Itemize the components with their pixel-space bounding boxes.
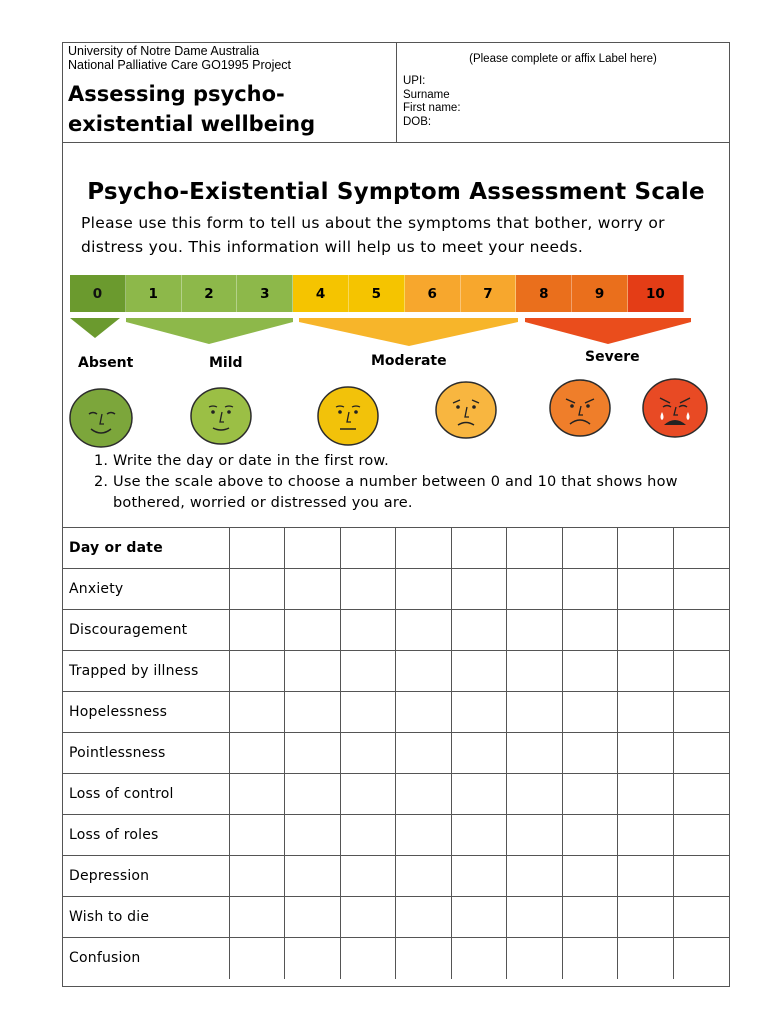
score-entry-cell[interactable] xyxy=(340,733,396,774)
date-entry-cell[interactable] xyxy=(285,528,341,569)
score-entry-cell[interactable] xyxy=(673,897,729,938)
score-entry-cell[interactable] xyxy=(673,692,729,733)
score-entry-cell[interactable] xyxy=(285,897,341,938)
header-left xyxy=(63,43,397,142)
level-severe: Severe xyxy=(585,349,640,365)
score-entry-cell[interactable] xyxy=(673,938,729,979)
score-entry-cell[interactable] xyxy=(451,856,507,897)
score-entry-cell[interactable] xyxy=(618,569,674,610)
score-entry-cell[interactable] xyxy=(673,610,729,651)
score-entry-cell[interactable] xyxy=(396,569,452,610)
score-entry-cell[interactable] xyxy=(340,692,396,733)
table-row xyxy=(63,692,729,733)
project-name: National Palliative Care GO1995 Project xyxy=(68,58,292,72)
score-entry-cell[interactable] xyxy=(618,897,674,938)
table-row xyxy=(63,815,729,856)
row-label: Trapped by illness xyxy=(63,651,229,692)
table-row xyxy=(63,651,729,692)
score-entry-cell[interactable] xyxy=(562,938,618,979)
score-entry-cell[interactable] xyxy=(229,774,285,815)
score-entry-cell[interactable] xyxy=(507,938,563,979)
table-row xyxy=(63,938,729,979)
level-mild: Mild xyxy=(209,355,243,371)
table-row xyxy=(63,774,729,815)
row-label: Loss of roles xyxy=(63,815,229,856)
instruction-item: 2. Use the scale above to choose a number between 0 and 10 that shows how bothered, worried or distressed you are. xyxy=(113,472,729,514)
row-label: Discouragement xyxy=(63,610,229,651)
score-entry-cell[interactable] xyxy=(229,938,285,979)
score-entry-cell[interactable] xyxy=(507,774,563,815)
row-label: Hopelessness xyxy=(63,692,229,733)
instructions xyxy=(91,451,729,514)
row-label: Anxiety xyxy=(63,569,229,610)
table-header-row xyxy=(63,528,729,569)
score-entry-cell[interactable] xyxy=(673,856,729,897)
upi-field[interactable]: UPI: xyxy=(403,75,426,87)
score-entry-cell[interactable] xyxy=(673,815,729,856)
score-entry-cell[interactable] xyxy=(285,938,341,979)
score-entry-cell[interactable] xyxy=(618,774,674,815)
score-entry-cell[interactable] xyxy=(618,692,674,733)
scale-cell-1: 1 xyxy=(126,275,182,312)
absent-arrow xyxy=(70,318,120,338)
intro-text: Please use this form to tell us about the symptoms that bother, worry or distress you. This information will help us to meet your needs. xyxy=(81,214,665,256)
level-moderate: Moderate xyxy=(371,353,447,369)
score-entry-cell[interactable] xyxy=(396,651,452,692)
frowning-face-icon xyxy=(547,377,613,439)
score-entry-cell[interactable] xyxy=(507,815,563,856)
score-entry-cell[interactable] xyxy=(562,774,618,815)
score-entry-cell[interactable] xyxy=(451,774,507,815)
score-entry-cell[interactable] xyxy=(562,815,618,856)
score-entry-cell[interactable] xyxy=(229,897,285,938)
table-row xyxy=(63,733,729,774)
score-entry-cell[interactable] xyxy=(507,856,563,897)
instruction-item: 1. Write the day or date in the first row. xyxy=(113,451,729,472)
score-entry-cell[interactable] xyxy=(396,856,452,897)
score-entry-cell[interactable] xyxy=(562,856,618,897)
form-header xyxy=(63,43,729,143)
score-entry-cell[interactable] xyxy=(340,815,396,856)
mild-arrow xyxy=(126,318,293,344)
assessment-form xyxy=(62,42,730,987)
scale-cell-2: 2 xyxy=(182,275,238,312)
score-entry-cell[interactable] xyxy=(618,651,674,692)
score-entry-cell[interactable] xyxy=(618,815,674,856)
score-entry-cell[interactable] xyxy=(340,856,396,897)
severe-arrow xyxy=(525,318,691,344)
score-entry-cell[interactable] xyxy=(507,610,563,651)
score-entry-cell[interactable] xyxy=(396,897,452,938)
score-entry-cell[interactable] xyxy=(396,815,452,856)
content-face-icon xyxy=(189,386,253,446)
row-label: Depression xyxy=(63,856,229,897)
scale-cell-8: 8 xyxy=(516,275,572,312)
score-entry-cell[interactable] xyxy=(229,733,285,774)
score-entry-cell[interactable] xyxy=(507,692,563,733)
score-entry-cell[interactable] xyxy=(507,569,563,610)
row-label: Loss of control xyxy=(63,774,229,815)
date-entry-cell[interactable] xyxy=(229,528,285,569)
score-entry-cell[interactable] xyxy=(618,856,674,897)
score-entry-cell[interactable] xyxy=(396,610,452,651)
smiling-face-icon xyxy=(67,386,135,450)
score-entry-cell[interactable] xyxy=(340,938,396,979)
dob-field[interactable]: DOB: xyxy=(403,115,432,128)
institution-block xyxy=(68,44,291,72)
row-label: Pointlessness xyxy=(63,733,229,774)
score-entry-cell[interactable] xyxy=(229,692,285,733)
table-row xyxy=(63,856,729,897)
score-entry-cell[interactable] xyxy=(396,733,452,774)
date-entry-cell[interactable] xyxy=(451,528,507,569)
surname-field[interactable]: Surname xyxy=(403,88,450,101)
score-entry-cell[interactable] xyxy=(451,692,507,733)
document-title-line1: Assessing psycho- xyxy=(68,82,285,106)
patient-label-area[interactable] xyxy=(397,43,729,142)
date-entry-cell[interactable] xyxy=(340,528,396,569)
date-entry-cell[interactable] xyxy=(562,528,618,569)
table-row xyxy=(63,897,729,938)
scale-cell-6: 6 xyxy=(405,275,461,312)
score-entry-cell[interactable] xyxy=(673,569,729,610)
score-entry-cell[interactable] xyxy=(451,938,507,979)
scale-cell-5: 5 xyxy=(349,275,405,312)
score-entry-cell[interactable] xyxy=(618,733,674,774)
row-label: Day or date xyxy=(63,528,229,569)
score-entry-cell[interactable] xyxy=(340,610,396,651)
symptom-table xyxy=(63,527,729,979)
score-entry-cell[interactable] xyxy=(562,610,618,651)
score-entry-cell[interactable] xyxy=(340,897,396,938)
score-entry-cell[interactable] xyxy=(562,651,618,692)
score-entry-cell[interactable] xyxy=(396,938,452,979)
crying-face-icon xyxy=(640,376,710,440)
score-entry-cell[interactable] xyxy=(285,651,341,692)
score-entry-cell[interactable] xyxy=(618,938,674,979)
score-entry-cell[interactable] xyxy=(285,856,341,897)
scale-title: Psycho-Existential Symptom Assessment Scale xyxy=(87,179,705,205)
neutral-face-icon xyxy=(315,384,381,448)
affix-label-instruction: (Please complete or affix Label here) xyxy=(469,53,657,65)
score-entry-cell[interactable] xyxy=(562,897,618,938)
score-entry-cell[interactable] xyxy=(673,774,729,815)
institution-name: University of Notre Dame Australia xyxy=(68,44,260,58)
score-entry-cell[interactable] xyxy=(451,569,507,610)
score-entry-cell[interactable] xyxy=(285,569,341,610)
score-entry-cell[interactable] xyxy=(340,569,396,610)
score-entry-cell[interactable] xyxy=(562,569,618,610)
score-entry-cell[interactable] xyxy=(507,651,563,692)
score-entry-cell[interactable] xyxy=(451,733,507,774)
score-entry-cell[interactable] xyxy=(285,610,341,651)
score-entry-cell[interactable] xyxy=(673,733,729,774)
score-entry-cell[interactable] xyxy=(285,815,341,856)
score-entry-cell[interactable] xyxy=(451,651,507,692)
score-entry-cell[interactable] xyxy=(229,856,285,897)
scale-cell-9: 9 xyxy=(572,275,628,312)
severity-range-arrows xyxy=(63,312,729,352)
patient-fields xyxy=(403,75,461,129)
score-entry-cell[interactable] xyxy=(340,651,396,692)
score-entry-cell[interactable] xyxy=(340,774,396,815)
date-entry-cell[interactable] xyxy=(618,528,674,569)
score-entry-cell[interactable] xyxy=(451,815,507,856)
score-entry-cell[interactable] xyxy=(229,815,285,856)
score-entry-cell[interactable] xyxy=(451,610,507,651)
score-entry-cell[interactable] xyxy=(396,692,452,733)
score-entry-cell[interactable] xyxy=(229,651,285,692)
document-title-line2: existential wellbeing xyxy=(68,112,316,136)
scale-cell-4: 4 xyxy=(293,275,349,312)
moderate-arrow xyxy=(299,318,518,346)
score-entry-cell[interactable] xyxy=(562,733,618,774)
worried-face-icon xyxy=(433,379,499,441)
severity-scale-bar xyxy=(70,275,684,312)
score-entry-cell[interactable] xyxy=(507,897,563,938)
row-label: Wish to die xyxy=(63,897,229,938)
score-entry-cell[interactable] xyxy=(285,774,341,815)
first-name-field[interactable]: First name: xyxy=(403,102,461,114)
score-entry-cell[interactable] xyxy=(229,569,285,610)
row-label: Confusion xyxy=(63,938,229,979)
scale-cell-10: 10 xyxy=(628,275,684,312)
table-row xyxy=(63,569,729,610)
document-title xyxy=(68,79,315,139)
level-absent: Absent xyxy=(78,355,134,371)
date-entry-cell[interactable] xyxy=(673,528,729,569)
score-entry-cell[interactable] xyxy=(229,610,285,651)
scale-cell-0: 0 xyxy=(70,275,126,312)
date-entry-cell[interactable] xyxy=(396,528,452,569)
scale-cell-7: 7 xyxy=(461,275,517,312)
score-entry-cell[interactable] xyxy=(507,733,563,774)
score-entry-cell[interactable] xyxy=(562,692,618,733)
score-entry-cell[interactable] xyxy=(285,733,341,774)
table-row xyxy=(63,610,729,651)
score-entry-cell[interactable] xyxy=(396,774,452,815)
score-entry-cell[interactable] xyxy=(285,692,341,733)
scale-cell-3: 3 xyxy=(237,275,293,312)
score-entry-cell[interactable] xyxy=(618,610,674,651)
date-entry-cell[interactable] xyxy=(507,528,563,569)
score-entry-cell[interactable] xyxy=(451,897,507,938)
score-entry-cell[interactable] xyxy=(673,651,729,692)
